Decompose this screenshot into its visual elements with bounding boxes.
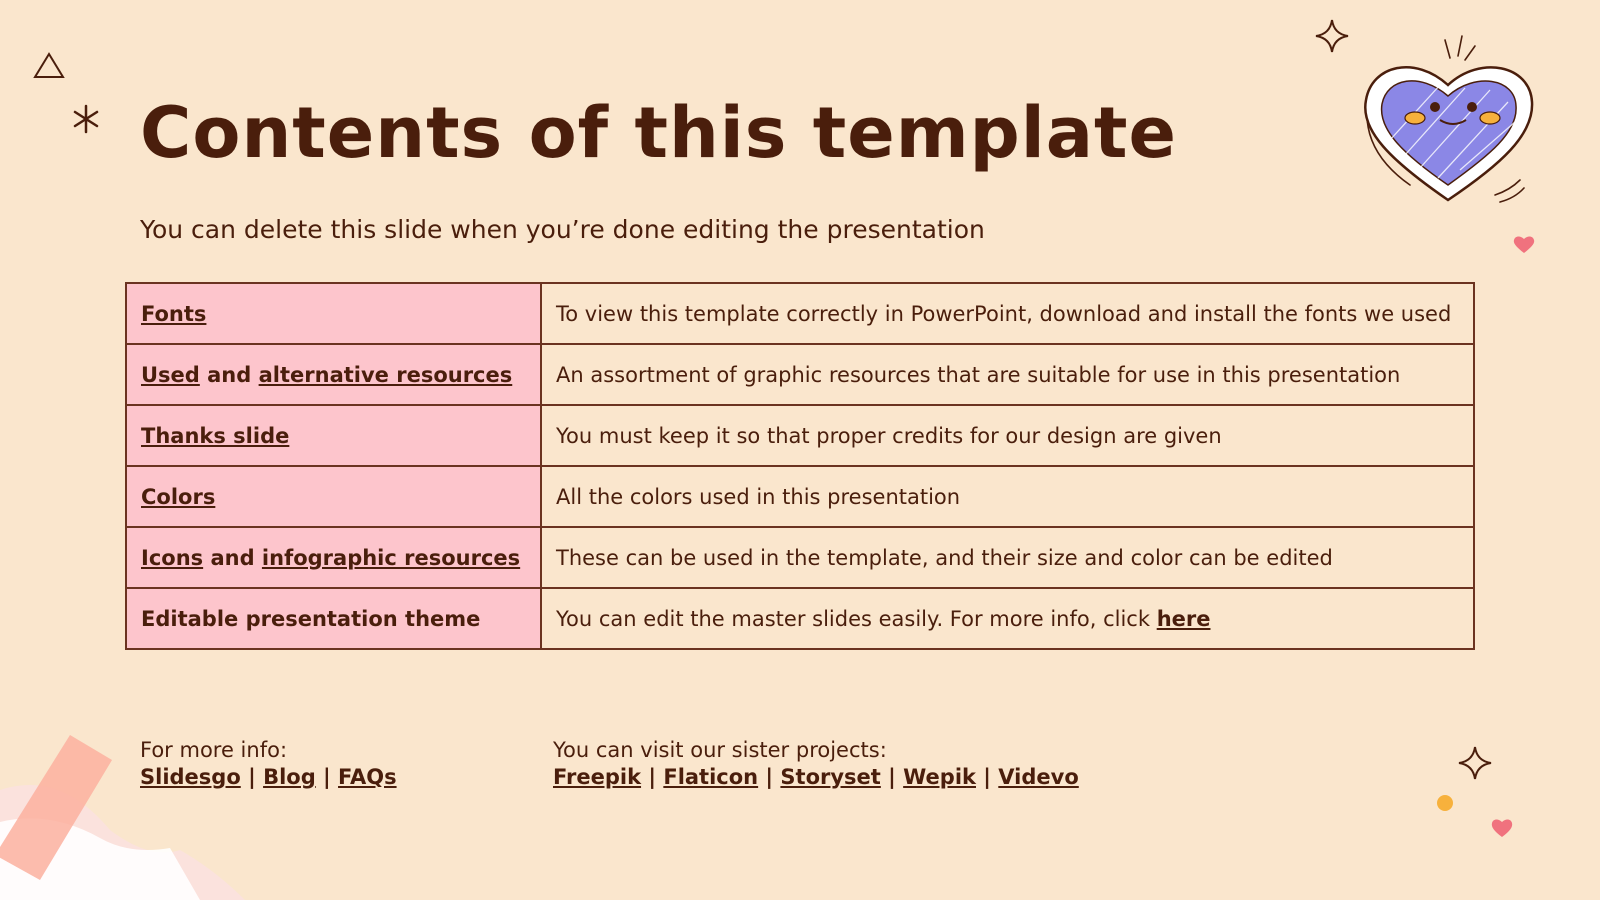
page-subtitle: You can delete this slide when you’re done editing the presentation: [140, 215, 985, 244]
connector-text: and: [199, 362, 259, 387]
table-row: [126, 588, 1474, 649]
freepik-link[interactable]: Freepik: [553, 765, 642, 789]
wepik-link[interactable]: Wepik: [903, 765, 976, 789]
table-row: [126, 405, 1474, 466]
row-description: To view this template correctly in PowerPoint, download and install the fonts we used: [556, 301, 1452, 326]
sister-projects-block: [553, 737, 1079, 791]
row-description-cell: [541, 283, 1474, 344]
here-link[interactable]: here: [1156, 606, 1211, 631]
row-description-cell: [541, 588, 1474, 649]
separator: |: [880, 765, 904, 789]
more-info-label: For more info:: [140, 738, 288, 762]
fonts-link[interactable]: Fonts: [141, 301, 207, 326]
flaticon-link[interactable]: Flaticon: [663, 765, 759, 789]
more-info-links: [140, 764, 397, 791]
row-description-cell: [541, 527, 1474, 588]
sparkle-icon: [1457, 745, 1493, 781]
thanks-slide-link[interactable]: Thanks slide: [141, 423, 290, 448]
table-row: [126, 466, 1474, 527]
faqs-link[interactable]: FAQs: [338, 765, 397, 789]
more-info-block: [140, 737, 397, 791]
small-heart-icon: [1512, 234, 1536, 254]
row-label-cell: [126, 405, 541, 466]
sparkle-icon: [1314, 18, 1350, 54]
row-label-cell: [126, 527, 541, 588]
colors-link[interactable]: Colors: [141, 484, 216, 509]
sister-projects-label: You can visit our sister projects:: [553, 738, 887, 762]
table-row: [126, 283, 1474, 344]
blog-link[interactable]: Blog: [263, 765, 316, 789]
separator: |: [976, 765, 999, 789]
row-description-cell: [541, 466, 1474, 527]
row-description-cell: [541, 405, 1474, 466]
separator: |: [315, 765, 339, 789]
row-description: You must keep it so that proper credits for our design are given: [556, 423, 1222, 448]
videvo-link[interactable]: Videvo: [998, 765, 1079, 789]
small-heart-icon: [1490, 817, 1514, 839]
contents-table: [125, 282, 1475, 650]
row-description: You can edit the master slides easily. For more info, click: [556, 606, 1157, 631]
slidesgo-link[interactable]: Slidesgo: [140, 765, 241, 789]
separator: |: [240, 765, 264, 789]
row-description-cell: [541, 344, 1474, 405]
separator: |: [641, 765, 664, 789]
row-label-cell: [126, 344, 541, 405]
alternative-resources-link[interactable]: alternative resources: [258, 362, 513, 387]
sister-projects-links: [553, 764, 1079, 791]
asterisk-icon: [72, 104, 100, 134]
heart-mascot-icon: [1350, 30, 1550, 215]
triangle-icon: [33, 52, 65, 80]
connector-text: and: [203, 545, 262, 570]
page-title: Contents of this template: [140, 92, 1177, 174]
dot-icon: [1436, 794, 1454, 812]
separator: |: [758, 765, 781, 789]
editable-theme-label: Editable presentation theme: [141, 606, 481, 631]
row-description: All the colors used in this presentation: [556, 484, 961, 509]
infographic-resources-link[interactable]: infographic resources: [261, 545, 521, 570]
storyset-link[interactable]: Storyset: [780, 765, 881, 789]
used-link[interactable]: Used: [141, 362, 200, 387]
row-description: An assortment of graphic resources that are suitable for use in this presentation: [556, 362, 1401, 387]
row-label-cell: [126, 588, 541, 649]
row-label-cell: [126, 466, 541, 527]
table-row: [126, 344, 1474, 405]
icons-link[interactable]: Icons: [141, 545, 204, 570]
row-label-cell: [126, 283, 541, 344]
table-row: [126, 527, 1474, 588]
row-description: These can be used in the template, and their size and color can be edited: [556, 545, 1333, 570]
